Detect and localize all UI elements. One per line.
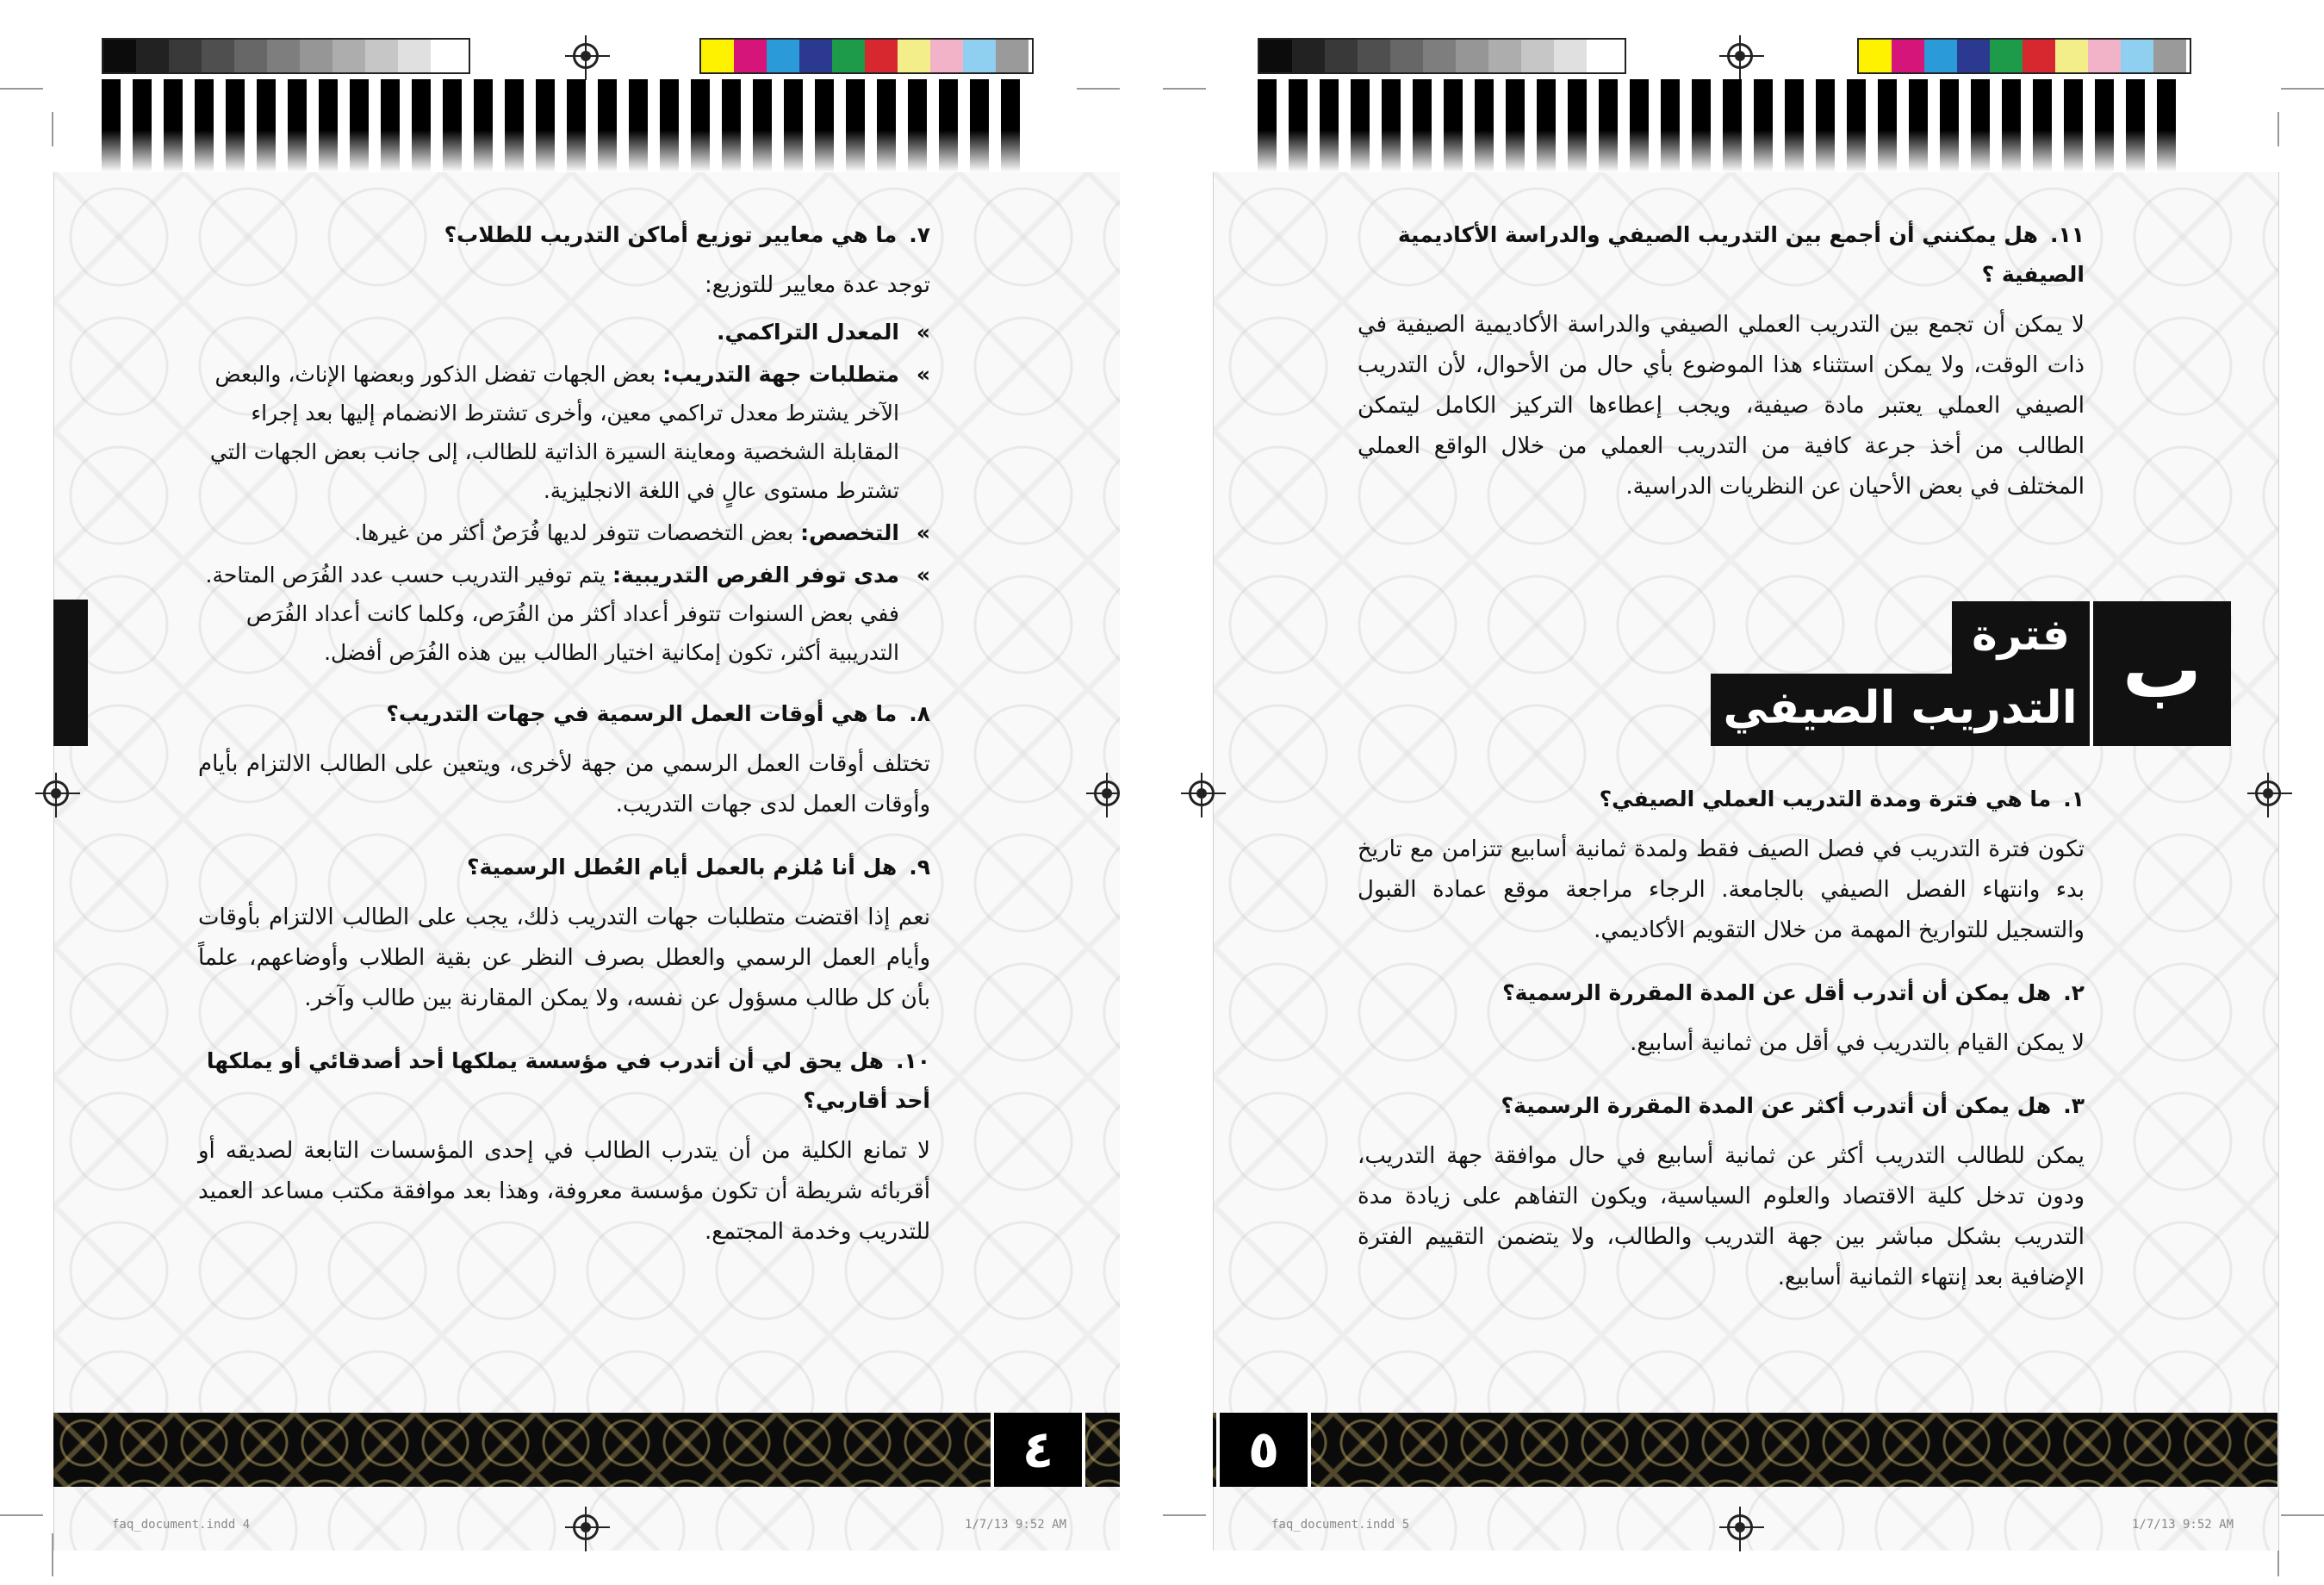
answer-9: نعم إذا اقتضت متطلبات جهات التدريب ذلك، يجب على الطالب الالتزام بأوقات وأيام العمل الرسمي والعطل بصرف النظر عن بقية الطلاب وأوضاعهم، علماً بأن كل طالب مسؤول عن نفسه، ولا يمكن المقارنة بين طالب وآخر. bbox=[198, 904, 930, 1011]
color-swatch bbox=[2121, 40, 2153, 72]
print-bar bbox=[443, 79, 462, 172]
answer-10: لا تمانع الكلية من أن يتدرب الطالب في إحدى المؤسسات التابعة لصديقه أو أقربائه شريطة أن تكون مؤسسة معروفة، وهذا بعد موافقة مكتب مساعد العميد للتدريب وخدمة المجتمع. bbox=[198, 1138, 930, 1245]
color-swatch bbox=[1292, 40, 1325, 72]
answer-11: لا يمكن أن تجمع بين التدريب العملي الصيفي والدراسة الأكاديمية الصيفية في ذات الوقت، ولا يمكن استثناء هذا الموضوع بأي حال من الأحوال، لأن التدريب الصيفي العملي يعتبر مادة صيفية، ويجب إعطاءها التركيز الكامل ليتمكن الطالب من أخذ جرعة كافية من التدريب العملي من خلال الواقع العملي المختلف في بعض الأحيان عن النظريات الدراسية. bbox=[1358, 312, 2085, 500]
question-text: هل يمكن أن أتدرب أكثر عن المدة المقررة الرسمية؟ bbox=[1501, 1093, 2052, 1118]
print-bar bbox=[1723, 79, 1742, 172]
print-bar bbox=[598, 79, 617, 172]
color-swatch bbox=[898, 40, 930, 72]
question-number: ٢. bbox=[2063, 980, 2085, 1005]
question-number: ٨. bbox=[909, 701, 930, 726]
print-bar bbox=[2157, 79, 2176, 172]
question-11 bbox=[1358, 215, 2085, 295]
color-swatch bbox=[930, 40, 963, 72]
print-bar bbox=[629, 79, 648, 172]
color-swatch bbox=[1259, 40, 1292, 72]
answer-3: يمكن للطالب التدريب أكثر عن ثمانية أسابيع في حال موافقة جهة التدريب، ودون تدخل كلية الاقتصاد والعلوم السياسية، ويكون التفاهم على زيادة مدة التدريب بشكل مباشر بين جهة التدريب والطالب، ولا يتضمن التقييم الفترة الإضافية بعد إنتهاء الثمانية أسابيع. bbox=[1358, 1143, 2085, 1290]
question-number: ٧. bbox=[909, 222, 930, 247]
color-swatch bbox=[2055, 40, 2088, 72]
print-bar bbox=[350, 79, 369, 172]
question-number: ٩. bbox=[909, 855, 930, 880]
answer-7-intro: توجد عدة معايير للتوزيع: bbox=[705, 272, 930, 298]
bullet-label: التخصص: bbox=[800, 520, 899, 545]
bullet-icon: » bbox=[916, 362, 930, 387]
section-title-line1: فترة bbox=[1952, 601, 2090, 674]
section-letter: ب bbox=[2093, 601, 2231, 746]
print-bar bbox=[319, 79, 338, 172]
print-bar bbox=[691, 79, 710, 172]
print-bar bbox=[567, 79, 586, 172]
print-bar bbox=[1692, 79, 1711, 172]
print-bar bbox=[1258, 79, 1277, 172]
print-bar bbox=[1001, 79, 1020, 172]
page-number: ٥ bbox=[1216, 1413, 1311, 1487]
color-swatch bbox=[2088, 40, 2121, 72]
print-bar bbox=[908, 79, 927, 172]
question-number: ١٠. bbox=[895, 1048, 930, 1073]
print-bar bbox=[2126, 79, 2145, 172]
print-bar bbox=[2002, 79, 2021, 172]
print-bar bbox=[1599, 79, 1618, 172]
print-bar-strip bbox=[1258, 79, 2176, 172]
print-bar bbox=[1382, 79, 1401, 172]
print-bar bbox=[1289, 79, 1308, 172]
print-bar bbox=[753, 79, 772, 172]
question-text: ما هي أوقات العمل الرسمية في جهات التدريب؟ bbox=[386, 701, 898, 726]
color-swatch bbox=[202, 40, 234, 72]
print-bar-strip bbox=[102, 79, 1020, 172]
color-swatch bbox=[1521, 40, 1554, 72]
color-swatch bbox=[1358, 40, 1390, 72]
question-10 bbox=[198, 1041, 930, 1121]
slug-date: 1/7/13 9:52 AM bbox=[2132, 1518, 2234, 1532]
question-number: ١. bbox=[2063, 786, 2085, 811]
answer-8: تختلف أوقات العمل الرسمي من جهة لأخرى، ويتعين على الطالب الالتزام بأيام وأوقات العمل لدى جهات التدريب. bbox=[198, 751, 930, 817]
crop-mark bbox=[1163, 88, 1206, 90]
print-bar bbox=[1816, 79, 1835, 172]
print-bar bbox=[2033, 79, 2052, 172]
registration-mark-icon bbox=[1094, 780, 1120, 806]
color-swatch bbox=[398, 40, 431, 72]
list-item bbox=[198, 355, 930, 510]
footer-ornament-band bbox=[1213, 1413, 2277, 1487]
question-1 bbox=[1358, 780, 2085, 819]
list-item bbox=[198, 556, 930, 672]
color-swatch bbox=[365, 40, 398, 72]
color-swatch bbox=[300, 40, 332, 72]
question-9 bbox=[198, 848, 930, 887]
question-text: ما هي فترة ومدة التدريب العملي الصيفي؟ bbox=[1599, 786, 2052, 811]
question-3 bbox=[1358, 1086, 2085, 1126]
print-bar bbox=[164, 79, 183, 172]
question-text: هل يمكنني أن أجمع بين التدريب الصيفي والدراسة الأكاديمية الصيفية ؟ bbox=[1397, 222, 2085, 287]
question-2 bbox=[1358, 973, 2085, 1013]
print-bar bbox=[1847, 79, 1866, 172]
print-bar bbox=[195, 79, 214, 172]
crop-mark bbox=[1163, 1514, 1206, 1516]
crop-mark bbox=[1077, 88, 1120, 90]
section-banner bbox=[1628, 601, 2231, 746]
print-bar bbox=[505, 79, 524, 172]
registration-mark-icon bbox=[573, 43, 599, 69]
footer-ornament-band bbox=[53, 1413, 1120, 1487]
color-swatch bbox=[1587, 40, 1619, 72]
print-bar bbox=[1785, 79, 1804, 172]
registration-mark-icon bbox=[1727, 1514, 1753, 1540]
bullet-label: مدى توفر الفرص التدريبية: bbox=[612, 563, 899, 587]
print-bar bbox=[1320, 79, 1339, 172]
color-swatch-strip bbox=[1857, 38, 2191, 74]
bullet-label: متطلبات جهة التدريب: bbox=[662, 362, 899, 387]
registration-mark-icon bbox=[573, 1514, 599, 1540]
right-page-content bbox=[1358, 215, 2085, 530]
question-text: ما هي معايير توزيع أماكن التدريب للطلاب؟ bbox=[444, 222, 898, 247]
print-bar bbox=[2064, 79, 2083, 172]
print-bar bbox=[815, 79, 834, 172]
list-item bbox=[198, 513, 930, 552]
print-bar bbox=[1878, 79, 1897, 172]
right-page bbox=[1163, 0, 2324, 1585]
right-page-content-lower bbox=[1358, 780, 2085, 1321]
color-swatch bbox=[1325, 40, 1358, 72]
print-bar bbox=[1661, 79, 1680, 172]
bullet-text: بعض التخصصات تتوفر لديها فُرَصٌ أكثر من غيرها. bbox=[354, 520, 801, 545]
print-bar bbox=[1630, 79, 1649, 172]
color-swatch bbox=[1957, 40, 1990, 72]
question-number: ١١. bbox=[2049, 222, 2085, 247]
answer-2: لا يمكن القيام بالتدريب في أقل من ثمانية أسابيع. bbox=[1630, 1030, 2085, 1056]
color-swatch bbox=[996, 40, 1028, 72]
print-bar bbox=[1940, 79, 1959, 172]
print-bar bbox=[226, 79, 245, 172]
color-swatch bbox=[1892, 40, 1924, 72]
bullet-icon: » bbox=[916, 563, 930, 587]
registration-mark-icon bbox=[2255, 780, 2281, 806]
bullet-text: يتم توفير التدريب حسب عدد الفُرَص المتاحة. ففي بعض السنوات تتوفر أعداد أكثر من الفُرَص، وكلما كانت أعداد الفُرَص التدريبية أكثر، تكون إمكانية اختيار الطالب بين هذه الفُرَص أفضل. bbox=[205, 563, 899, 665]
bullet-text: بعض الجهات تفضل الذكور وبعضها الإناث، والبعض الآخر يشترط معدل تراكمي معين، وأخرى تشترط الانضمام إليها بعد إجراء المقابلة الشخصية ومعاينة السيرة الذاتية للطالب، إلى جانب بعض الجهات التي تشترط مستوى عالٍ في اللغة الانجليزية. bbox=[209, 362, 899, 503]
print-bar bbox=[102, 79, 121, 172]
color-swatch bbox=[701, 40, 734, 72]
color-swatch bbox=[767, 40, 799, 72]
print-bar bbox=[257, 79, 276, 172]
print-bar bbox=[846, 79, 865, 172]
side-tab-marker bbox=[53, 600, 88, 746]
print-bar bbox=[381, 79, 400, 172]
color-swatch bbox=[1990, 40, 2023, 72]
print-bar bbox=[474, 79, 493, 172]
color-swatch bbox=[1924, 40, 1957, 72]
list-item bbox=[198, 313, 930, 351]
print-bar bbox=[412, 79, 431, 172]
registration-mark-icon bbox=[1727, 43, 1753, 69]
print-bar bbox=[133, 79, 152, 172]
banner-divider bbox=[2090, 601, 2093, 746]
crop-mark bbox=[2281, 88, 2324, 90]
print-bar bbox=[1971, 79, 1990, 172]
color-swatch bbox=[136, 40, 169, 72]
color-swatch bbox=[2023, 40, 2055, 72]
question-8 bbox=[198, 694, 930, 734]
question-text: هل يحق لي أن أتدرب في مؤسسة يملكها أحد أصدقائي أو يملكها أحد أقاربي؟ bbox=[206, 1048, 930, 1113]
print-bar bbox=[1537, 79, 1556, 172]
color-swatch bbox=[832, 40, 865, 72]
print-bar bbox=[970, 79, 989, 172]
color-swatch bbox=[799, 40, 832, 72]
slug-filename: faq_document.indd 4 bbox=[112, 1518, 251, 1532]
color-swatch bbox=[431, 40, 463, 72]
gray-swatch-strip bbox=[102, 38, 470, 74]
print-bar bbox=[784, 79, 803, 172]
left-page bbox=[0, 0, 1120, 1585]
print-bar bbox=[1475, 79, 1494, 172]
print-bar bbox=[1568, 79, 1587, 172]
color-swatch bbox=[169, 40, 202, 72]
color-swatch bbox=[865, 40, 898, 72]
print-bar bbox=[2095, 79, 2114, 172]
print-bar bbox=[1506, 79, 1525, 172]
crop-mark bbox=[52, 112, 53, 146]
crop-mark bbox=[2277, 112, 2279, 146]
bullet-label: المعدل التراكمي. bbox=[716, 320, 899, 345]
question-number: ٣. bbox=[2063, 1093, 2085, 1118]
print-bar bbox=[1351, 79, 1370, 172]
print-bar bbox=[288, 79, 307, 172]
print-bar bbox=[1413, 79, 1432, 172]
color-swatch bbox=[234, 40, 267, 72]
color-swatch bbox=[1423, 40, 1456, 72]
question-text: هل أنا مُلزم بالعمل أيام العُطل الرسمية؟ bbox=[466, 855, 898, 880]
question-text: هل يمكن أن أتدرب أقل عن المدة المقررة الرسمية؟ bbox=[1502, 980, 2052, 1005]
color-swatch bbox=[1456, 40, 1488, 72]
page-number: ٤ bbox=[991, 1413, 1085, 1487]
color-swatch bbox=[267, 40, 300, 72]
slug-date: 1/7/13 9:52 AM bbox=[965, 1518, 1067, 1532]
crop-mark bbox=[0, 1514, 43, 1516]
color-swatch-strip bbox=[699, 38, 1034, 74]
color-swatch bbox=[1554, 40, 1587, 72]
criteria-list bbox=[198, 313, 930, 672]
color-swatch bbox=[2153, 40, 2186, 72]
registration-mark-icon bbox=[43, 780, 69, 806]
crop-mark bbox=[2281, 1514, 2324, 1516]
print-bar bbox=[536, 79, 555, 172]
section-title-line2: التدريب الصيفي bbox=[1711, 674, 2090, 746]
slug-filename: faq_document.indd 5 bbox=[1271, 1518, 1410, 1532]
bullet-icon: » bbox=[916, 320, 930, 345]
color-swatch bbox=[103, 40, 136, 72]
question-7 bbox=[198, 215, 930, 255]
color-swatch bbox=[1488, 40, 1521, 72]
print-bar bbox=[939, 79, 958, 172]
print-bar bbox=[1754, 79, 1773, 172]
color-swatch bbox=[1859, 40, 1892, 72]
bullet-icon: » bbox=[916, 520, 930, 545]
print-bar bbox=[722, 79, 741, 172]
gray-swatch-strip bbox=[1258, 38, 1626, 74]
left-page-content bbox=[198, 215, 930, 1275]
crop-mark bbox=[0, 88, 43, 90]
print-bar bbox=[660, 79, 679, 172]
color-swatch bbox=[1390, 40, 1423, 72]
color-swatch bbox=[332, 40, 365, 72]
color-swatch bbox=[963, 40, 996, 72]
registration-mark-icon bbox=[1189, 780, 1215, 806]
print-bar bbox=[877, 79, 896, 172]
color-swatch bbox=[734, 40, 767, 72]
answer-1: تكون فترة التدريب في فصل الصيف فقط ولمدة ثمانية أسابيع تتزامن مع تاريخ بدء وانتهاء الفصل الصيفي بالجامعة. الرجاء مراجعة موقع عمادة القبول والتسجيل للتواريخ المهمة من خلال التقويم الأكاديمي. bbox=[1358, 836, 2085, 943]
print-bar bbox=[1444, 79, 1463, 172]
print-bar bbox=[1909, 79, 1928, 172]
